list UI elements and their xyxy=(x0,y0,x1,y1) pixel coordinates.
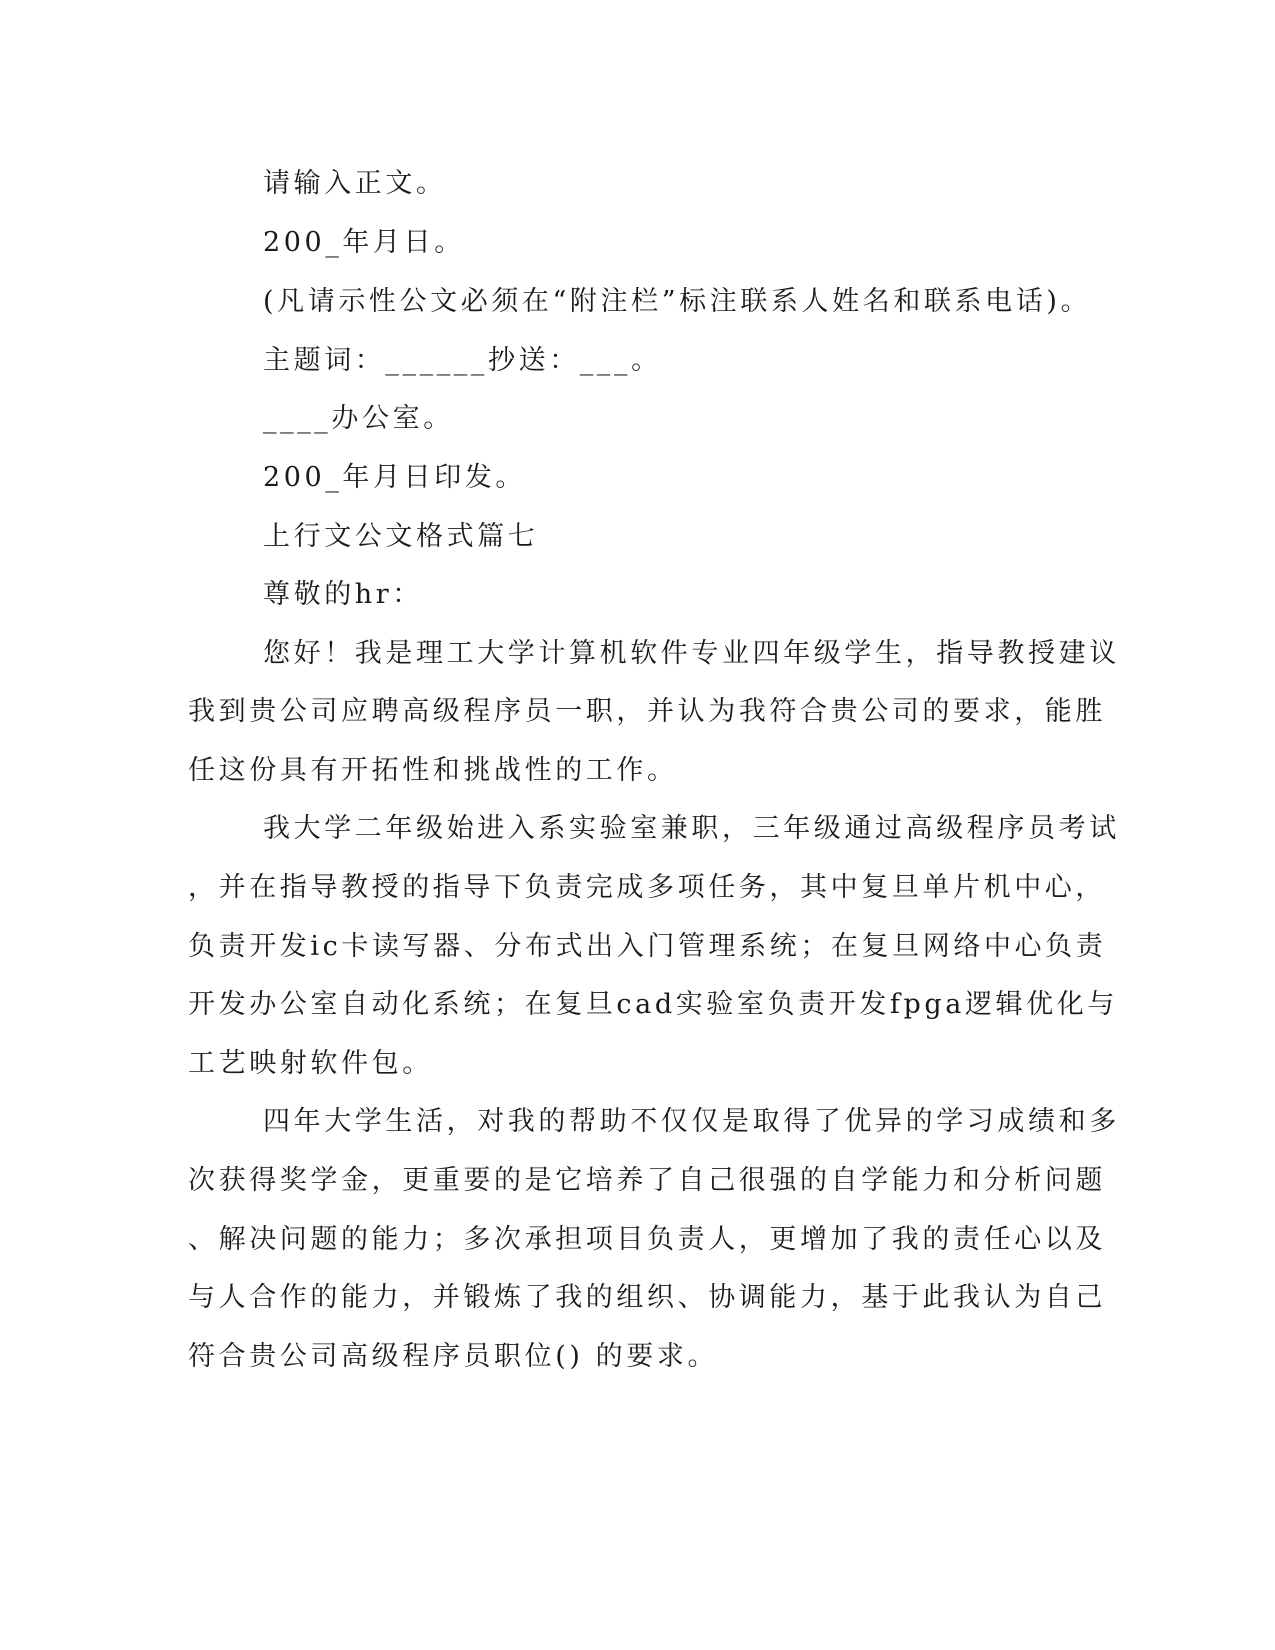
paragraph-line: ，并在指导教授的指导下负责完成多项任务，其中复旦单片机中心， xyxy=(188,872,1106,903)
paragraph-line: 我到贵公司应聘高级程序员一职，并认为我符合贵公司的要求，能胜 xyxy=(188,696,1106,727)
paragraph-line: 任这份具有开拓性和挑战性的工作。 xyxy=(188,755,678,786)
section-heading: 上行文公文格式篇七 xyxy=(263,521,539,552)
paragraph-line: 四年大学生活，对我的帮助不仅仅是取得了优异的学习成绩和多 xyxy=(263,1106,1120,1137)
text-line: 200_年月日印发。 xyxy=(263,462,527,493)
text-line: 200_年月日。 xyxy=(263,227,465,258)
paragraph-line: 、解决问题的能力；多次承担项目负责人，更增加了我的责任心以及 xyxy=(188,1224,1106,1255)
paragraph-line: 工艺映射软件包。 xyxy=(188,1048,433,1079)
paragraph-line: 符合贵公司高级程序员职位() 的要求。 xyxy=(188,1341,719,1372)
paragraph-line: 次获得奖学金，更重要的是它培养了自己很强的自学能力和分析问题 xyxy=(188,1165,1106,1196)
paragraph-line: 开发办公室自动化系统；在复旦cad实验室负责开发fpga逻辑优化与 xyxy=(188,989,1118,1020)
paragraph-line: 负责开发ic卡读写器、分布式出入门管理系统；在复旦网络中心负责 xyxy=(188,931,1107,962)
text-line: 主题词：______抄送：___。 xyxy=(263,345,662,376)
paragraph-line: 与人合作的能力，并锻炼了我的组织、协调能力，基于此我认为自己 xyxy=(188,1282,1106,1313)
text-line: (凡请示性公文必须在“附注栏”标注联系人姓名和联系电话)。 xyxy=(263,286,1092,317)
text-line: 请输入正文。 xyxy=(263,168,447,199)
text-line: ____办公室。 xyxy=(263,403,454,434)
paragraph-line: 您好！我是理工大学计算机软件专业四年级学生，指导教授建议 xyxy=(263,638,1120,669)
paragraph-line: 我大学二年级始进入系实验室兼职，三年级通过高级程序员考试 xyxy=(263,813,1120,844)
salutation: 尊敬的hr： xyxy=(263,579,423,610)
